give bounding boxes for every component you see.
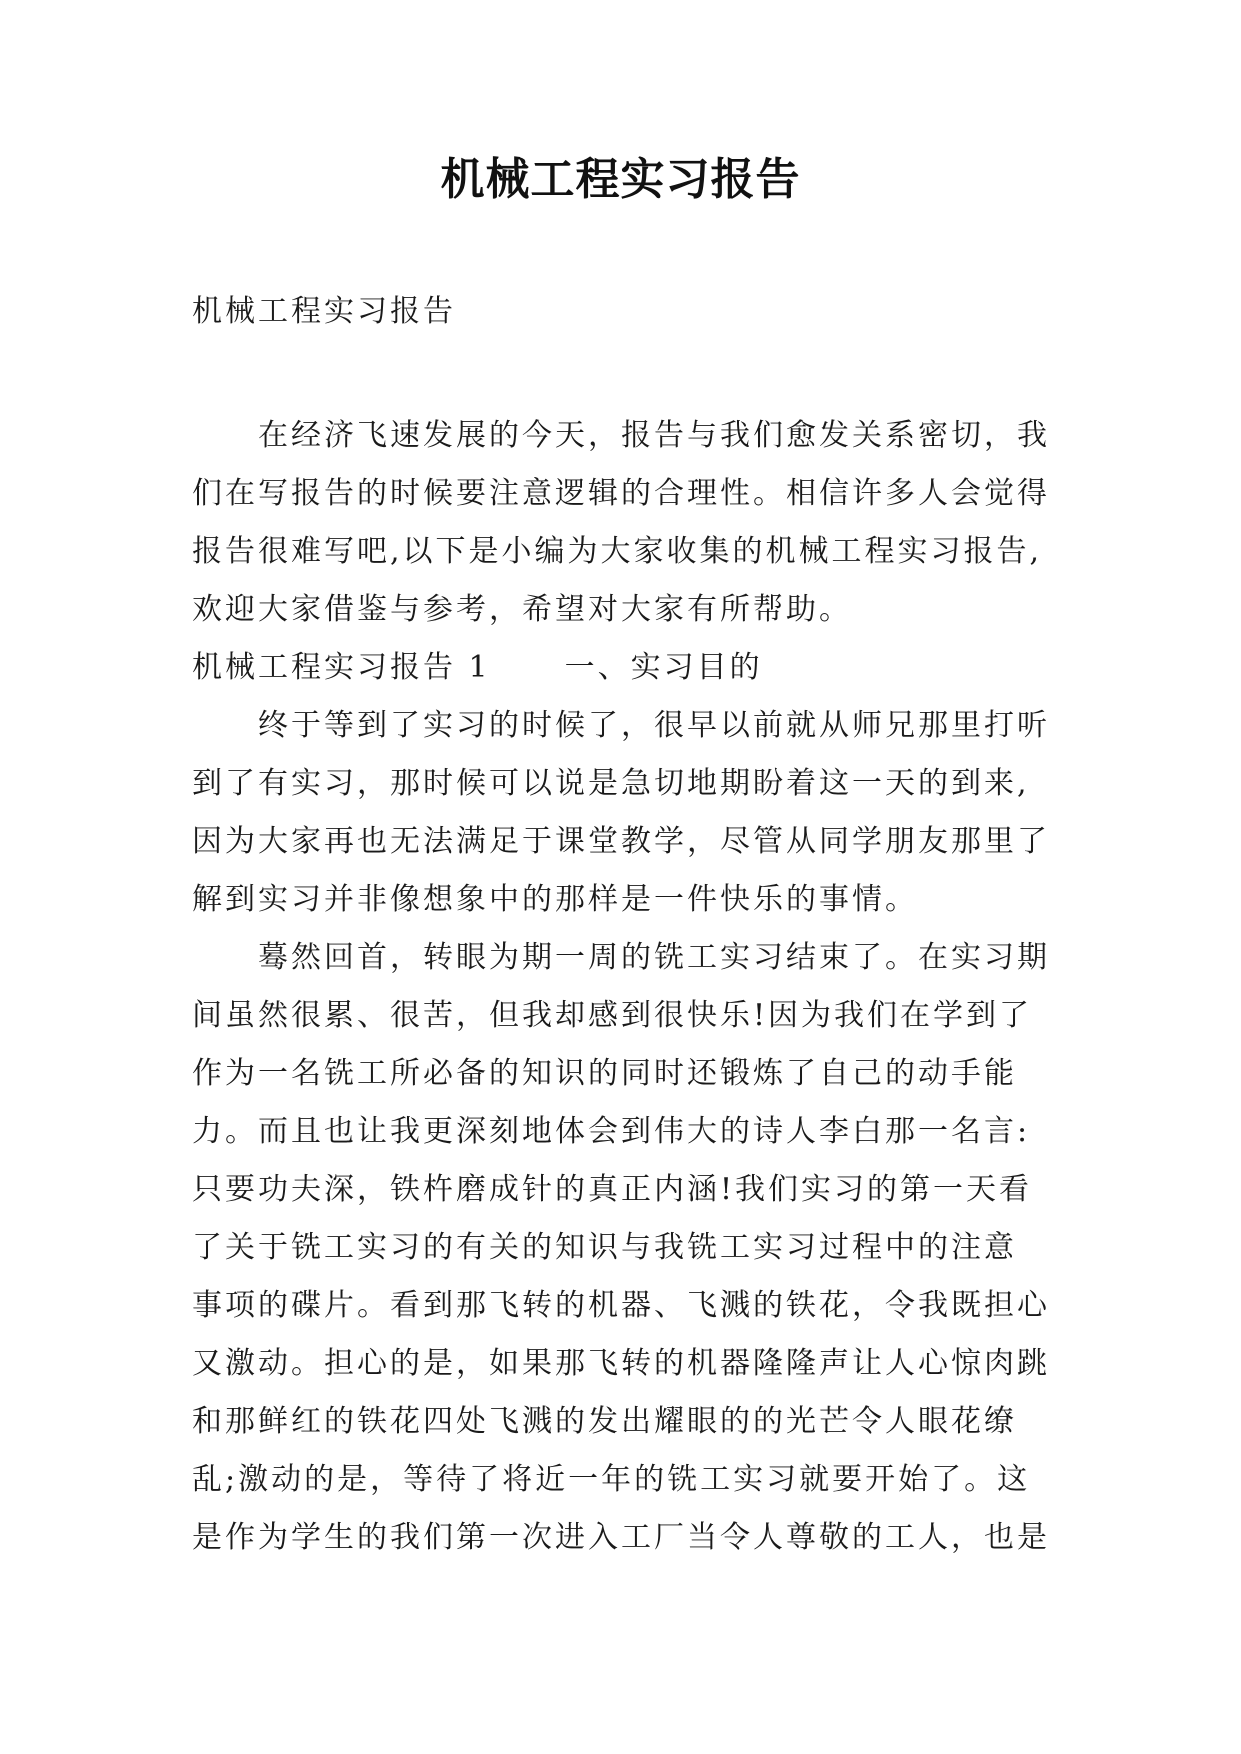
document-subtitle: 机械工程实习报告 [192, 294, 456, 329]
paragraph-line: 欢迎大家借鉴与参考，希望对大家有所帮助。 [192, 592, 852, 627]
section-heading-topic: 一、实习目的 [564, 650, 763, 685]
paragraph-line: 是作为学生的我们第一次进入工厂当令人尊敬的工人，也是 [192, 1520, 1050, 1555]
paragraph-line: 间虽然很累、很苦，但我却感到很快乐!因为我们在学到了 [192, 998, 1033, 1033]
paragraph-line: 和那鲜红的铁花四处飞溅的发出耀眼的的光芒令人眼花缭 [192, 1404, 1017, 1439]
paragraph-line: 因为大家再也无法满足于课堂教学，尽管从同学朋友那里了 [192, 824, 1050, 859]
paragraph-line: 终于等到了实习的时候了，很早以前就从师兄那里打听 [258, 708, 1050, 743]
paragraph-line: 们在写报告的时候要注意逻辑的合理性。相信许多人会觉得 [192, 476, 1050, 511]
paragraph-line: 报告很难写吧,以下是小编为大家收集的机械工程实习报告, [192, 534, 1043, 569]
section-heading [192, 639, 1052, 697]
paragraph-line: 解到实习并非像想象中的那样是一件快乐的事情。 [192, 882, 918, 917]
paragraph-line: 在经济飞速发展的今天，报告与我们愈发关系密切，我 [258, 418, 1050, 453]
document-title: 机械工程实习报告 [440, 154, 801, 205]
paragraph-line: 蓦然回首，转眼为期一周的铣工实习结束了。在实习期 [258, 940, 1050, 975]
paragraph-line: 事项的碟片。看到那飞转的机器、飞溅的铁花，令我既担心 [192, 1288, 1050, 1323]
document-body [192, 407, 1052, 1567]
section-heading-label: 机械工程实习报告 1 [192, 650, 491, 685]
paragraph-line: 只要功夫深，铁杵磨成针的真正内涵!我们实习的第一天看 [192, 1172, 1033, 1207]
paragraph-line: 力。而且也让我更深刻地体会到伟大的诗人李白那一名言: [192, 1114, 1031, 1149]
paragraph-line: 作为一名铣工所必备的知识的同时还锻炼了自己的动手能 [192, 1056, 1017, 1091]
paragraph-line: 了关于铣工实习的有关的知识与我铣工实习过程中的注意 [192, 1230, 1017, 1265]
paragraph-line: 又激动。担心的是，如果那飞转的机器隆隆声让人心惊肉跳 [192, 1346, 1050, 1381]
paragraph-line: 乱;激动的是，等待了将近一年的铣工实习就要开始了。这 [192, 1462, 1031, 1497]
paragraph-line: 到了有实习，那时候可以说是急切地期盼着这一天的到来, [192, 766, 1030, 801]
